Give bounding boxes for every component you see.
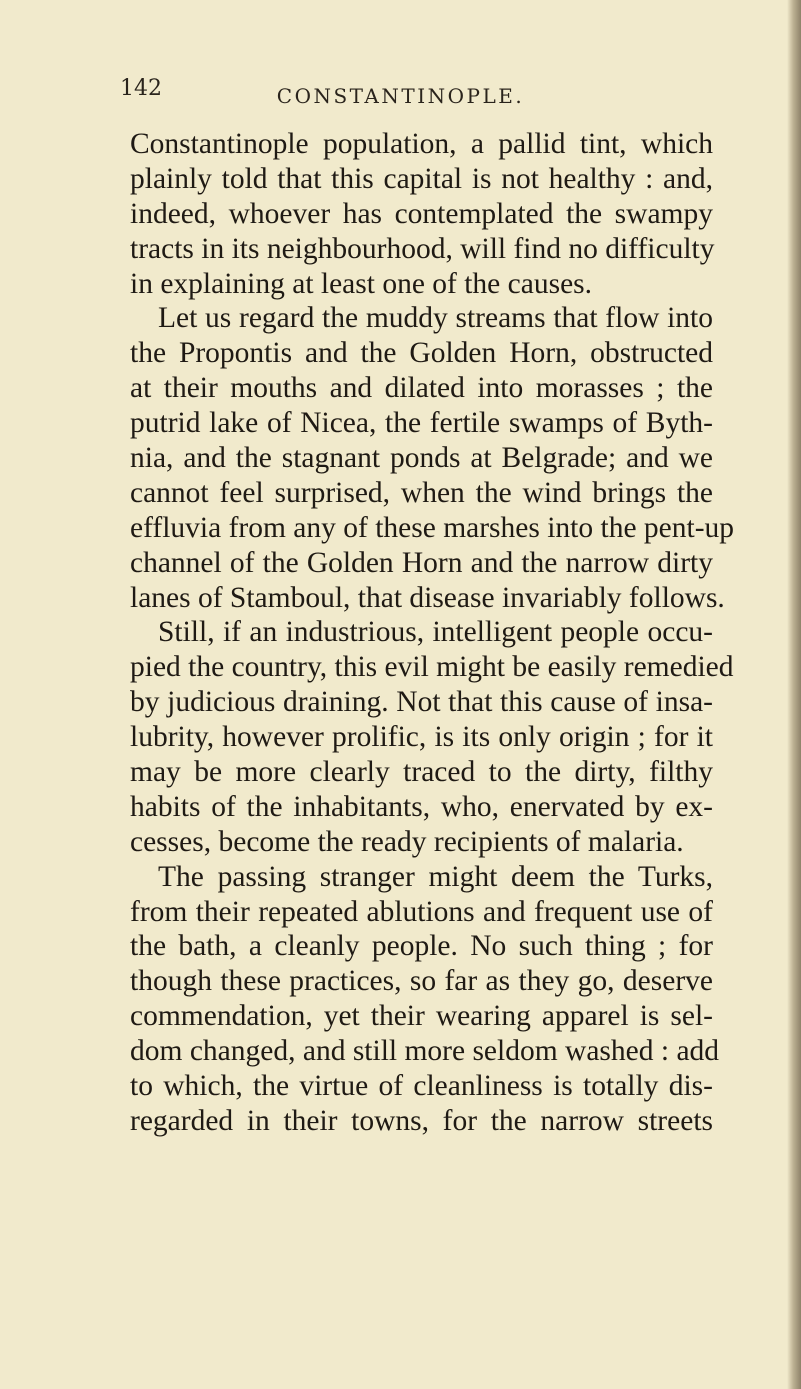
text-line: at their mouths and dilated into morasses ; the	[130, 372, 713, 405]
text-line: effluvia from any of these marshes into the pent-up	[130, 511, 735, 544]
text-line: Constantinople population, a pallid tint, which	[130, 128, 713, 160]
text-line: nia, and the stagnant ponds at Belgrade; and we	[130, 442, 713, 475]
text-line: indeed, whoever has contemplated the swampy	[130, 197, 713, 230]
text-line: tracts in its neighbourhood, will find no difficulty	[130, 232, 715, 265]
text-line: though these practices, so far as they go, deserve	[130, 965, 713, 998]
text-line: plainly told that this capital is not healthy : and,	[130, 162, 713, 195]
text-line: cesses, become the ready recipients of malaria.	[130, 825, 684, 858]
text-line: lanes of Stamboul, that disease invariably follows.	[130, 581, 725, 614]
text-line: dom changed, and still more seldom washed : add	[130, 1035, 720, 1068]
text-line: habits of the inhabitants, who, enervated by ex-	[130, 790, 713, 823]
text-line: pied the country, this evil might be easily remedied	[130, 651, 734, 684]
page-number: 142	[120, 76, 162, 101]
text-line: in explaining at least one of the causes.	[130, 267, 593, 300]
text-line: to which, the virtue of cleanliness is totally dis-	[130, 1070, 713, 1103]
text-line: commendation, yet their wearing apparel is sel-	[130, 1000, 713, 1033]
text-line: cannot feel surprised, when the wind brings the	[130, 476, 713, 509]
text-line: Let us regard the muddy streams that flow into	[158, 302, 713, 335]
text-line: lubrity, however prolific, is its only origin ; for it	[130, 721, 713, 754]
text-line: channel of the Golden Horn and the narrow dirty	[130, 546, 713, 579]
text-line: the bath, a cleanly people. No such thing ; for	[130, 930, 713, 963]
text-line: by judicious draining. Not that this cause of insa-	[130, 686, 713, 719]
text-line: may be more clearly traced to the dirty, filthy	[130, 756, 713, 789]
text-line: regarded in their towns, for the narrow streets	[130, 1104, 713, 1137]
text-line: putrid lake of Nicea, the fertile swamps of Byth-	[130, 407, 713, 440]
text-line: Still, if an industrious, intelligent people occu-	[158, 616, 713, 649]
body-text	[130, 127, 735, 1139]
text-line: The passing stranger might deem the Turks,	[158, 860, 713, 893]
text-line: from their repeated ablutions and frequent use of	[130, 895, 713, 928]
running-title: CONSTANTINOPLE.	[276, 84, 525, 108]
text-line: the Propontis and the Golden Horn, obstructed	[130, 337, 713, 370]
page-edge-shadow	[787, 0, 801, 1389]
